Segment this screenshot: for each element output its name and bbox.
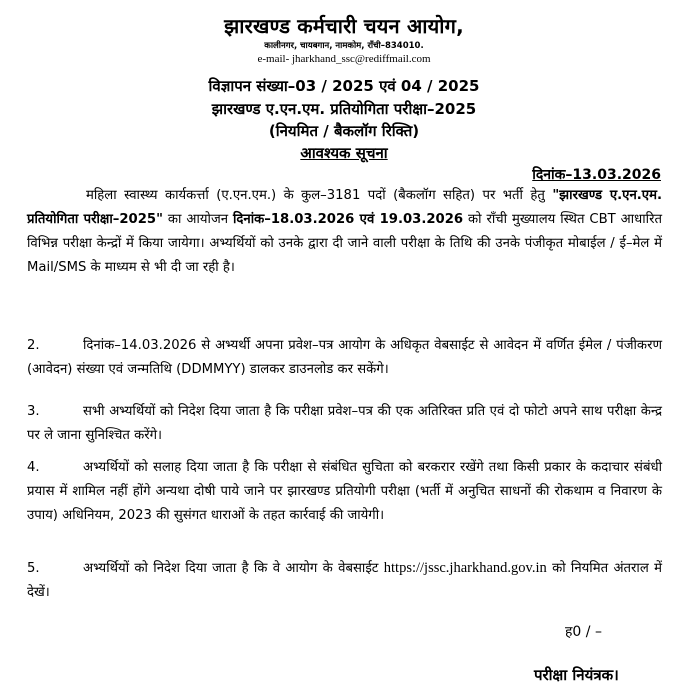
signature-designation: परीक्षा नियंत्रक। xyxy=(534,666,619,684)
org-title: झारखण्ड कर्मचारी चयन आयोग, xyxy=(224,14,464,38)
point-4: 4. अभ्यर्थियों को सलाह दिया जाता है कि परीक्षा से संबंधित सुचिता को बरकरार रखेंगे तथा किसी प्रकार के कदाचार संबंधी प्रयास में शामिल नहीं होंगे अन्यथा दोषी पाये जाने पर झारखण्ड प्रतियोगी परीक्षा (भर्ती में अनुचित साधनों की रोकथाम व निवारण के उपाय) अधिनियम, 2023 की सुसंगत धाराओं के तहत कार्रवाई की जायेगी। xyxy=(27,456,662,528)
website-url[interactable]: https://jssc.jharkhand.gov.in xyxy=(383,560,547,576)
advertisement-number: विज्ञापन संख्या–03 / 2025 एवं 04 / 2025 xyxy=(208,77,480,95)
point-2: 2. दिनांक–14.03.2026 से अभ्यर्थी अपना प्रवेश–पत्र आयोग के अधिकृत वेबसाईट से आवेदन में वर्णित ईमेल / पंजीकरण (आवेदन) संख्या एवं जन्मतिथि (DDMMYY) डालकर डाउनलोड कर सकेंगे। xyxy=(27,334,662,382)
point-3: 3. सभी अभ्यर्थियों को निदेश दिया जाता है कि परीक्षा प्रवेश–पत्र की एक अतिरिक्त प्रति एवं दो फोटो अपने साथ परीक्षा केन्द्र पर ले जाना सुनिश्चित करेंगे। xyxy=(27,400,662,448)
notice-date: दिनांक–13.03.2026 xyxy=(532,167,661,183)
point-number: 3. xyxy=(27,404,40,419)
paragraph-1: महिला स्वास्थ्य कार्यकर्त्ता (ए.एन.एम.) के कुल–3181 पदों (बैकलॉग सहित) पर भर्ती हेतु "झारखण्ड ए.एन.एम. प्रतियोगिता परीक्षा–2025" का आयोजन दिनांक–18.03.2026 एवं 19.03.2026 को राँची मुख्यालय स्थित CBT आधारित विभिन्न परीक्षा केन्द्रों में किया जायेगा। अभ्यर्थियों को उनके द्वारा दी जाने वाली परीक्षा के तिथि की उनके पंजीकृत मोबाईल / ई–मेल में Mail/SMS के माध्यम से भी दी जा रही है। xyxy=(27,188,662,275)
point-number: 2. xyxy=(27,338,40,353)
exam-name: झारखण्ड ए.एन.एम. प्रतियोगिता परीक्षा–2025 xyxy=(211,100,477,118)
org-address: कालीनगर, चायबगान, नामकोम, राँची–834010. xyxy=(264,41,424,51)
point-number: 4. xyxy=(27,460,40,475)
point-number: 5. xyxy=(27,561,40,576)
vacancy-type: (नियमित / बैकलॉग रिक्ति) xyxy=(268,122,420,140)
org-email: e-mail- jharkhand_ssc@rediffmail.com xyxy=(257,53,431,65)
signature-initial: ह0 / – xyxy=(565,624,602,640)
notice-title: आवश्यक सूचना xyxy=(300,144,388,162)
point-5: 5. अभ्यर्थियों को निदेश दिया जाता है कि वे आयोग के वेबसाईट https://jssc.jharkhand.gov.in को नियमित अंतराल में देखें। xyxy=(27,556,662,605)
